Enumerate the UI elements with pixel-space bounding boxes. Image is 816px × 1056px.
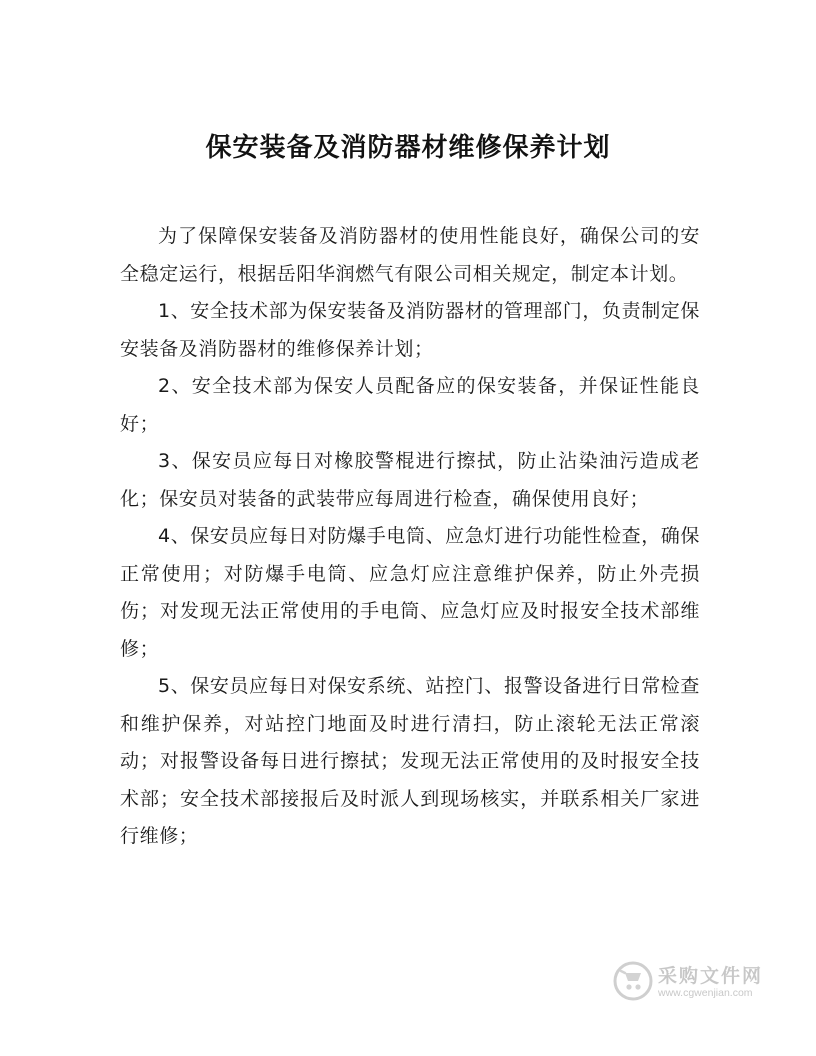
document-body — [120, 218, 700, 856]
paragraph-item-5: 5、保安员应每日对保安系统、站控门、报警设备进行日常检查和维护保养，对站控门地面及时进行清扫，防止滚轮无法正常滚动；对报警设备每日进行擦拭；发现无法正常使用的及时报安全技术部；安全技术部接报后及时派人到现场核实，并联系相关厂家进行维修； — [120, 675, 700, 847]
document-title: 保安装备及消防器材维修保养计划 — [205, 133, 611, 163]
paragraph-item-4: 4、保安员应每日对防爆手电筒、应急灯进行功能性检查，确保正常使用；对防爆手电筒、应急灯应注意维护保养，防止外壳损伤；对发现无法正常使用的手电筒、应急灯应及时报安全技术部维修； — [120, 525, 700, 660]
paragraph-item-1: 1、安全技术部为保安装备及消防器材的管理部门，负责制定保安装备及消防器材的维修保养计划； — [120, 300, 700, 360]
watermark-name: 采购文件网 — [658, 965, 764, 987]
paragraph-item-2: 2、安全技术部为保安人员配备应的保安装备，并保证性能良好； — [120, 375, 700, 435]
cgwenjian-logo-icon — [612, 960, 654, 1002]
watermark-url: www.cgwenjian.com — [658, 987, 753, 999]
watermark — [612, 958, 782, 1008]
paragraph-item-3: 3、保安员应每日对橡胶警棍进行擦拭，防止沾染油污造成老化；保安员对装备的武装带应每周进行检查，确保使用良好； — [120, 450, 700, 510]
paragraph-intro: 为了保障保安装备及消防器材的使用性能良好，确保公司的安全稳定运行，根据岳阳华润燃气有限公司相关规定，制定本计划。 — [120, 225, 700, 285]
